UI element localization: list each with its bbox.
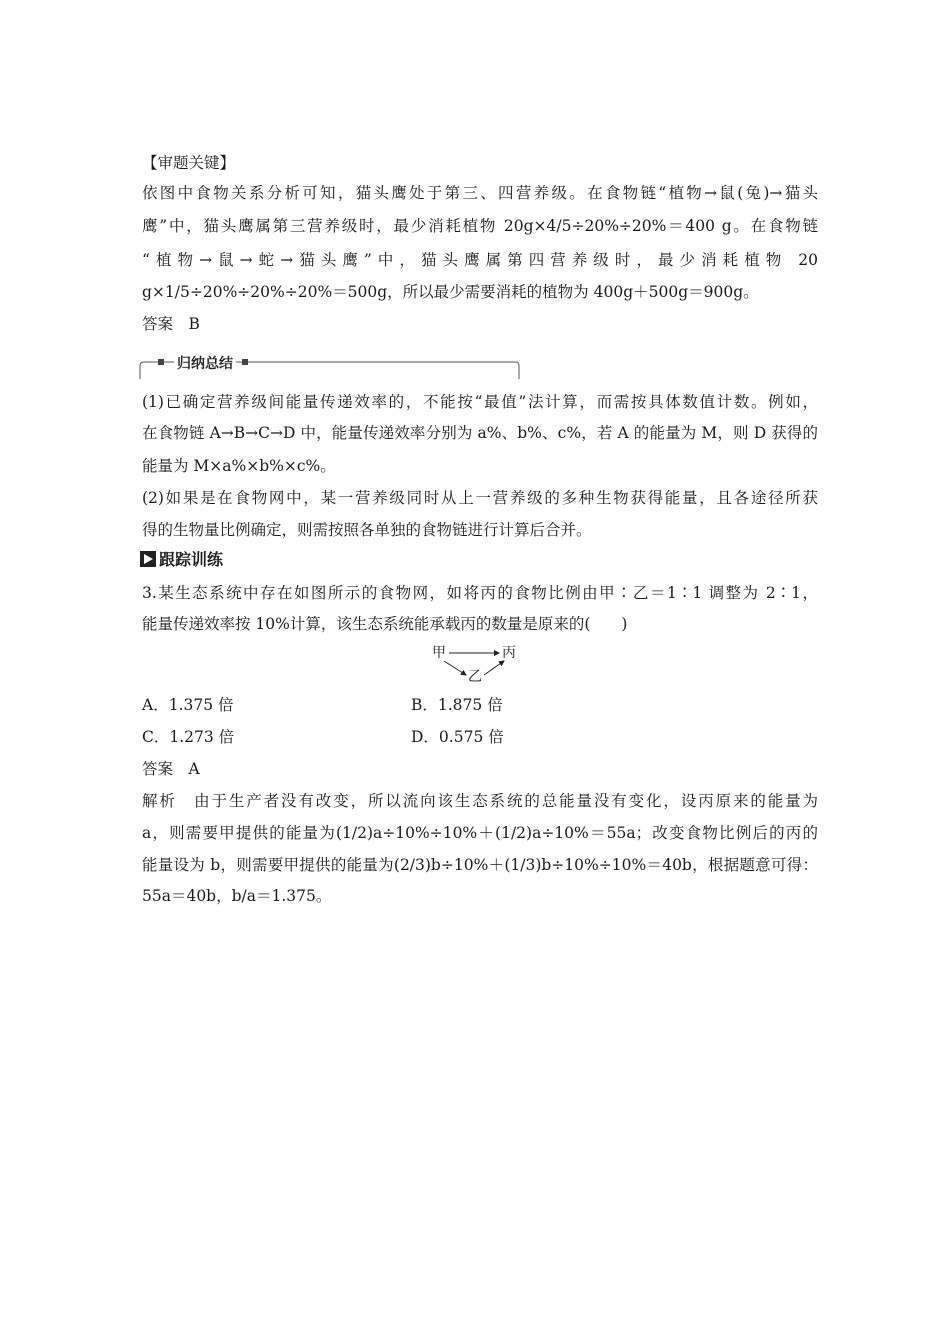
- food-web-diagram: [430, 643, 530, 687]
- question-line-2: 能量传递效率按 10%计算，该生态系统能承载丙的数量是原来的( ): [142, 615, 628, 633]
- food-web-arrows: [430, 643, 530, 687]
- option-c: C．1.273 倍: [142, 728, 235, 746]
- training-title: 跟踪训练: [159, 550, 224, 569]
- review-line-1: 依图中食物关系分析可知，猫头鹰处于第三、四营养级。在食物链“植物→鼠(兔)→猫头: [142, 184, 818, 202]
- analysis-line-2: a，则需要甲提供的能量为(1/2)a÷10%÷10%＋(1/2)a÷10%＝55a；改变食物比例后的丙的: [142, 824, 818, 842]
- training-heading: [140, 550, 223, 570]
- review-heading: 【审题关键】: [142, 154, 236, 172]
- summary-line-1: (1)已确定营养级间能量传递效率的，不能按“最值”法计算，而需按具体数值计数。例如，: [142, 393, 818, 411]
- summary-title: 归纳总结: [174, 353, 236, 373]
- review-line-4: g×1/5÷20%÷20%÷20%＝500g，所以最少需要消耗的植物为 400g＋500g＝900g。: [142, 283, 759, 301]
- option-b: B．1.875 倍: [411, 696, 503, 714]
- option-a: A．1.375 倍: [142, 696, 234, 714]
- summary-line-2: 在食物链 A→B→C→D 中，能量传递效率分别为 a%、b%、c%，若 A 的能量为 M，则 D 获得的: [142, 424, 818, 442]
- review-answer: 答案 B: [142, 315, 200, 333]
- node-jia: 甲: [432, 645, 446, 661]
- question-line-1: 3.某生态系统中存在如图所示的食物网，如将丙的食物比例由甲∶乙＝1∶1 调整为 2∶1，: [142, 584, 818, 602]
- summary-line-3: 能量为 M×a%×b%×c%。: [142, 457, 336, 475]
- node-bing: 丙: [502, 645, 516, 661]
- analysis-line-4: 55a＝40b，b/a＝1.375。: [142, 887, 332, 905]
- summary-line-4: (2)如果是在食物网中，某一营养级同时从上一营养级的多种生物获得能量，且各途径所获: [142, 489, 818, 507]
- play-icon: [140, 551, 156, 567]
- node-yi: 乙: [468, 669, 482, 685]
- training-answer: 答案 A: [142, 760, 200, 778]
- review-line-3: “植物→鼠→蛇→猫头鹰”中，猫头鹰属第四营养级时，最少消耗植物 20: [142, 251, 818, 269]
- analysis-line-3: 能量设为 b，则需要甲提供的能量为(2/3)b÷10%＋(1/3)b÷10%÷10%＝40b，根据题意可得：: [142, 856, 818, 874]
- summary-box-header: [138, 352, 520, 380]
- summary-line-5: 得的生物量比例确定，则需按照各单独的食物链进行计算后合并。: [142, 521, 592, 539]
- arrow-jia-yi: [444, 661, 466, 675]
- review-line-2: 鹰”中，猫头鹰属第三营养级时，最少消耗植物 20g×4/5÷20%÷20%＝400 g。在食物链: [142, 217, 818, 235]
- analysis-line-1: 解析 由于生产者没有改变，所以流向该生态系统的总能量没有变化，设丙原来的能量为: [142, 792, 818, 810]
- arrow-yi-bing: [484, 661, 504, 675]
- option-d: D．0.575 倍: [411, 728, 504, 746]
